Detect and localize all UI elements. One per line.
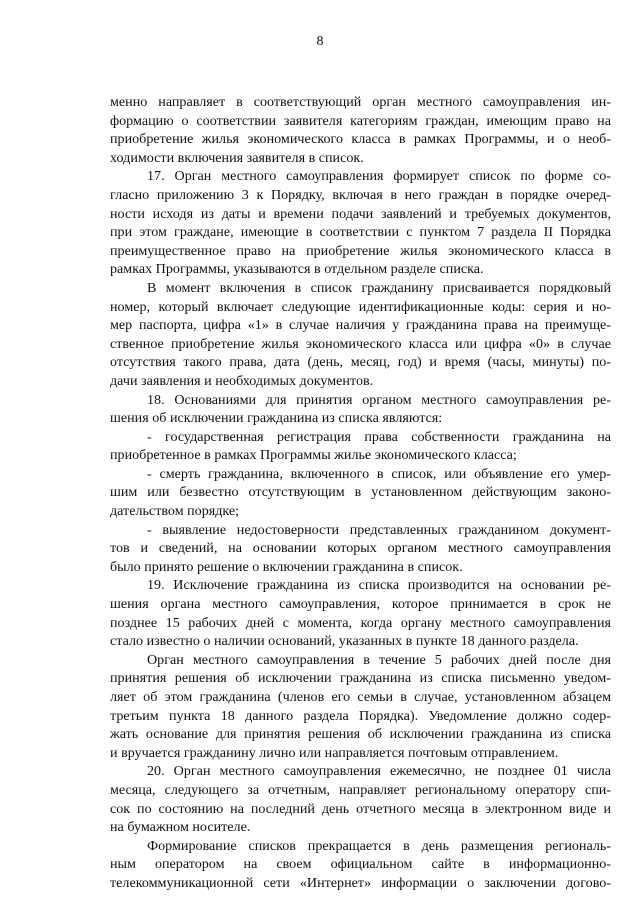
text-line: номер, который включает следующие идентификационные коды: серия и но- [110,298,611,315]
text-line: тов и сведений, на основании которых органом местного самоуправления [110,540,611,557]
text-line: дачи заявления и необходимых документов. [110,372,374,389]
text-line: жать основание для принятия решения об исключении гражданина из списка [110,726,611,743]
text-line: шим или безвестно отсутствующим в установленном действующим законо- [110,484,611,501]
text-line: ляет об этом гражданина (членов его семьи в случае, установленном абзацем [110,689,611,705]
text-line: ходимости включения заявителя в список. [110,149,364,166]
text-line: приобретенное в рамках Программы жилье экономического класса; [110,447,517,464]
text-line: сок по состоянию на последний день отчетного месяца в электронном виде и [110,800,611,817]
text-line: шения об исключении гражданина из списка являются: [110,410,443,427]
document-body [110,93,611,893]
text-line: 20. Орган местного самоуправления ежемесячно, не позднее 01 числа [147,763,611,780]
text-line: Орган местного самоуправления в течение 5 рабочих дней после дня [147,651,611,668]
text-line: принятия решения об исключении гражданина из списка письменно уведом- [110,670,611,687]
text-line: - смерть гражданина, включенного в список, или объявление его умер- [147,465,611,482]
text-line: ственное приобретение жилья экономического класса или цифра «0» в случае [110,335,611,352]
text-line: отсутствия такого права, дата (день, месяц, год) и время (часы, минуты) по- [110,354,611,371]
text-line: - государственная регистрация права собственности гражданина на [147,428,611,445]
text-line: и вручается гражданину лично или направляется почтовым отправлением. [110,744,559,761]
text-line: дательством порядке; [110,503,240,520]
text-line: ным оператором на своем официальном сайте в информационно- [110,856,611,873]
text-line: рамках Программы, указываются в отдельном разделе списка. [110,261,484,278]
text-line: стало известно о наличии оснований, указанных в пункте 18 данного раздела. [110,633,579,650]
text-line: приобретение жилья экономического класса в рамках Программы, и о необ- [110,131,611,148]
text-line: было принято решение о включении гражданина в список. [110,558,463,575]
text-line: гласно приложению 3 к Порядку, включая в него граждан в порядке очеред- [110,186,611,203]
text-line: ности исходя из даты и времени подачи заявлений и требуемых документов, [110,205,611,222]
text-line: 18. Основаниями для принятия органом местного самоуправления ре- [147,391,611,408]
text-line: формацию о соответствии заявителя категориям граждан, имеющим право на [110,112,611,129]
text-line: 19. Исключение гражданина из списка производится на основании ре- [147,577,611,594]
text-line: В момент включения в список гражданину присваивается порядковый [147,279,611,296]
text-line: Формирование списков прекращается в день размещения региональ- [147,837,611,854]
page-number: 8 [316,34,324,49]
text-line: месяца, следующего за отчетным, направляет региональному оператору спи- [110,781,611,798]
text-line: третьим пункта 18 данного раздела Порядка). Уведомление должно содер- [110,707,611,724]
text-line: телекоммуникационной сети «Интернет» информации о заключении догово- [110,874,611,891]
text-line: шения органа местного самоуправления, которое принимается в срок не [110,596,611,613]
text-line: на бумажном носителе. [110,819,251,836]
text-line: мер паспорта, цифра «1» в случае наличия у гражданина права на преимуще- [110,317,611,334]
text-line: позднее 15 рабочих дней с момента, когда органу местного самоуправления [110,614,611,631]
text-line: менно направляет в соответствующий орган местного самоуправления ин- [110,94,611,110]
text-line: при этом граждане, имеющие в соответствии с пунктом 7 раздела II Порядка [110,224,611,241]
text-line: - выявление недостоверности представленных гражданином документ- [147,521,611,538]
text-line: 17. Орган местного самоуправления формирует список по форме со- [147,168,611,185]
text-line: преимущественное право на приобретение жилья экономического класса в [110,242,611,259]
